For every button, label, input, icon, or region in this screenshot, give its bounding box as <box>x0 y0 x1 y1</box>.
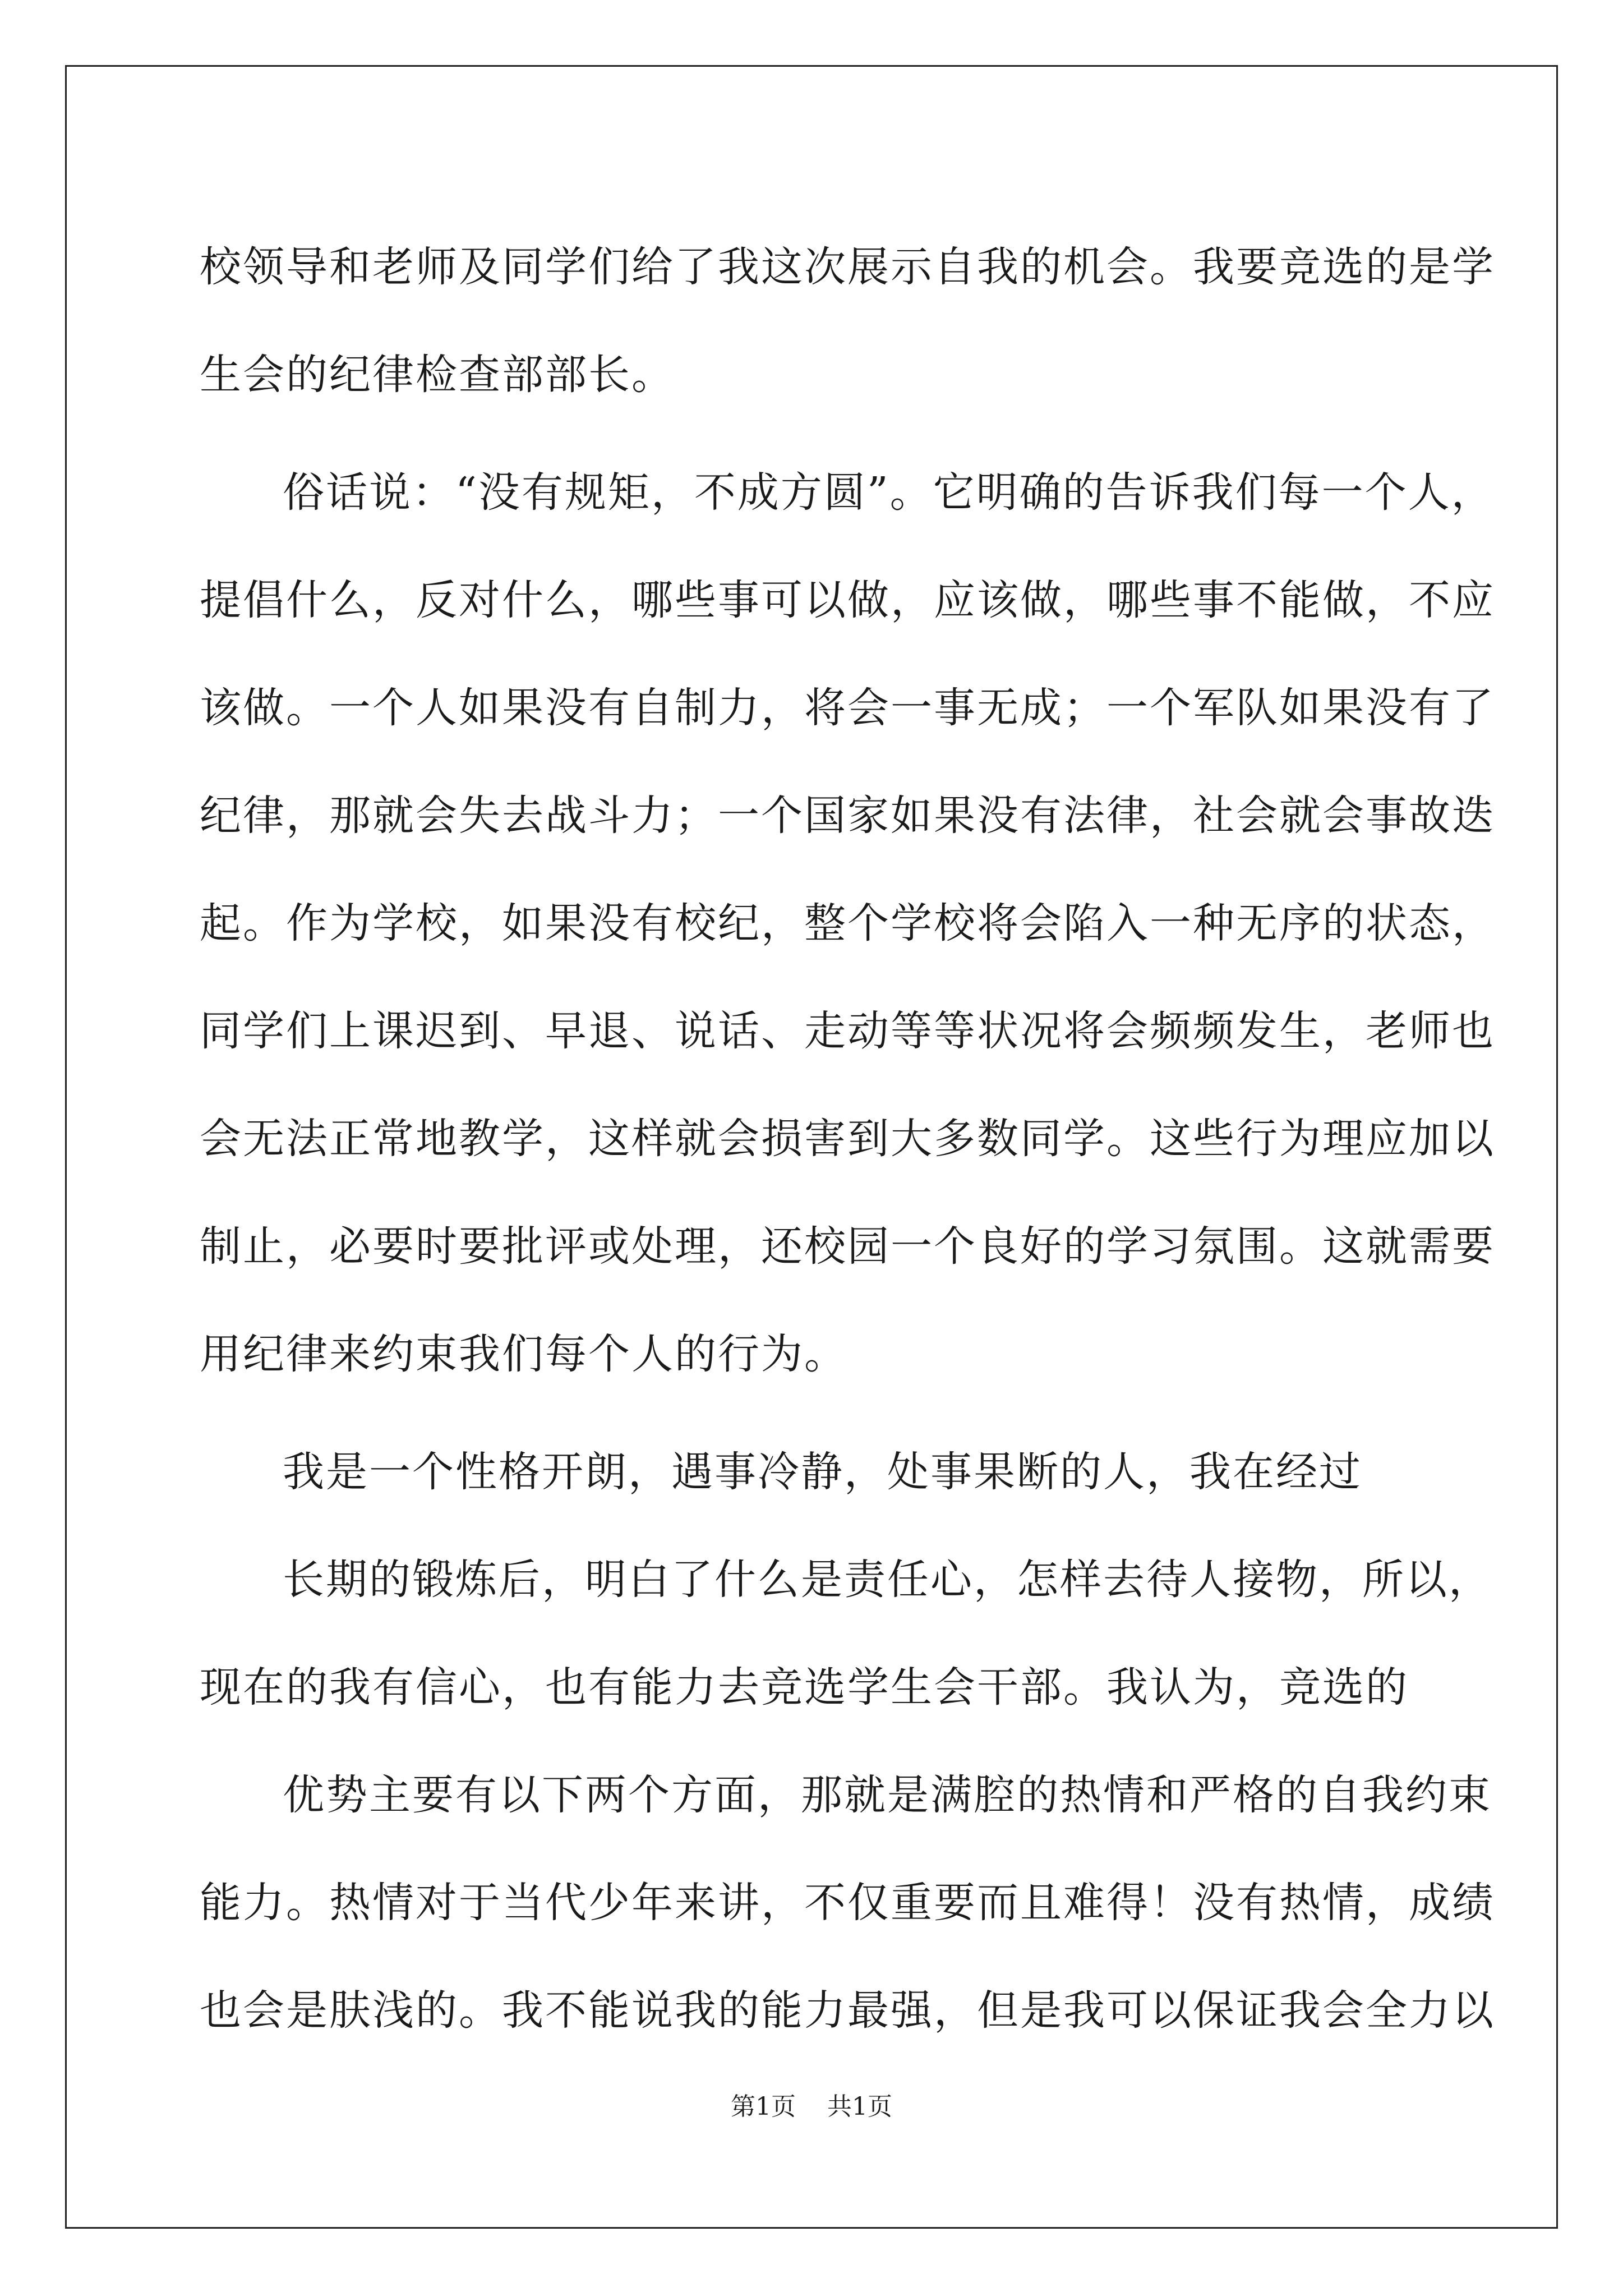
text-line: 起。作为学校，如果没有校纪，整个学校将会陷入一种无序的状态， <box>200 899 1495 947</box>
text-line: 提倡什么，反对什么，哪些事可以做，应该做，哪些事不能做，不应 <box>200 576 1495 624</box>
text-line: 校领导和老师及同学们给了我这次展示自我的机会。我要竞选的是学 <box>200 243 1495 291</box>
text-line: 会无法正常地教学，这样就会损害到大多数同学。这些行为理应加以 <box>200 1115 1495 1163</box>
text-line: 同学们上课迟到、早退、说话、走动等等状况将会频频发生，老师也 <box>200 1007 1495 1055</box>
text-line: 用纪律来约束我们每个人的行为。 <box>200 1330 847 1378</box>
text-line: 也会是肤浅的。我不能说我的能力最强，但是我可以保证我会全力以 <box>200 1986 1495 2035</box>
paragraph-start: 俗话说：“没有规矩，不成方圆”。它明确的告诉我们每一个人， <box>283 468 1495 517</box>
document-body <box>200 213 1495 2064</box>
paragraph-start: 优势主要有以下两个方面，那就是满腔的热情和严格的自我约束 <box>283 1771 1492 1819</box>
text-line: 生会的纪律检查部部长。 <box>200 351 675 399</box>
paragraph-start: 我是一个性格开朗，遇事冷静，处事果断的人，我在经过 <box>283 1448 1362 1496</box>
page-footer <box>0 2090 1623 2124</box>
text-line: 该做。一个人如果没有自制力，将会一事无成；一个军队如果没有了 <box>200 684 1495 732</box>
text-line: 能力。热情对于当代少年来讲，不仅重要而且难得！没有热情，成绩 <box>200 1879 1495 1927</box>
text-line: 纪律，那就会失去战斗力；一个国家如果没有法律，社会就会事故迭 <box>200 792 1495 840</box>
text-line: 现在的我有信心，也有能力去竞选学生会干部。我认为，竞选的 <box>200 1663 1409 1711</box>
text-line: 制止，必要时要批评或处理，还校园一个良好的学习氛围。这就需要 <box>200 1222 1495 1271</box>
paragraph-start: 长期的锻炼后，明白了什么是责任心，怎样去待人接物，所以， <box>283 1556 1492 1604</box>
page-total: 共1页 <box>827 2092 892 2121</box>
page-number: 第1页 <box>731 2092 796 2121</box>
